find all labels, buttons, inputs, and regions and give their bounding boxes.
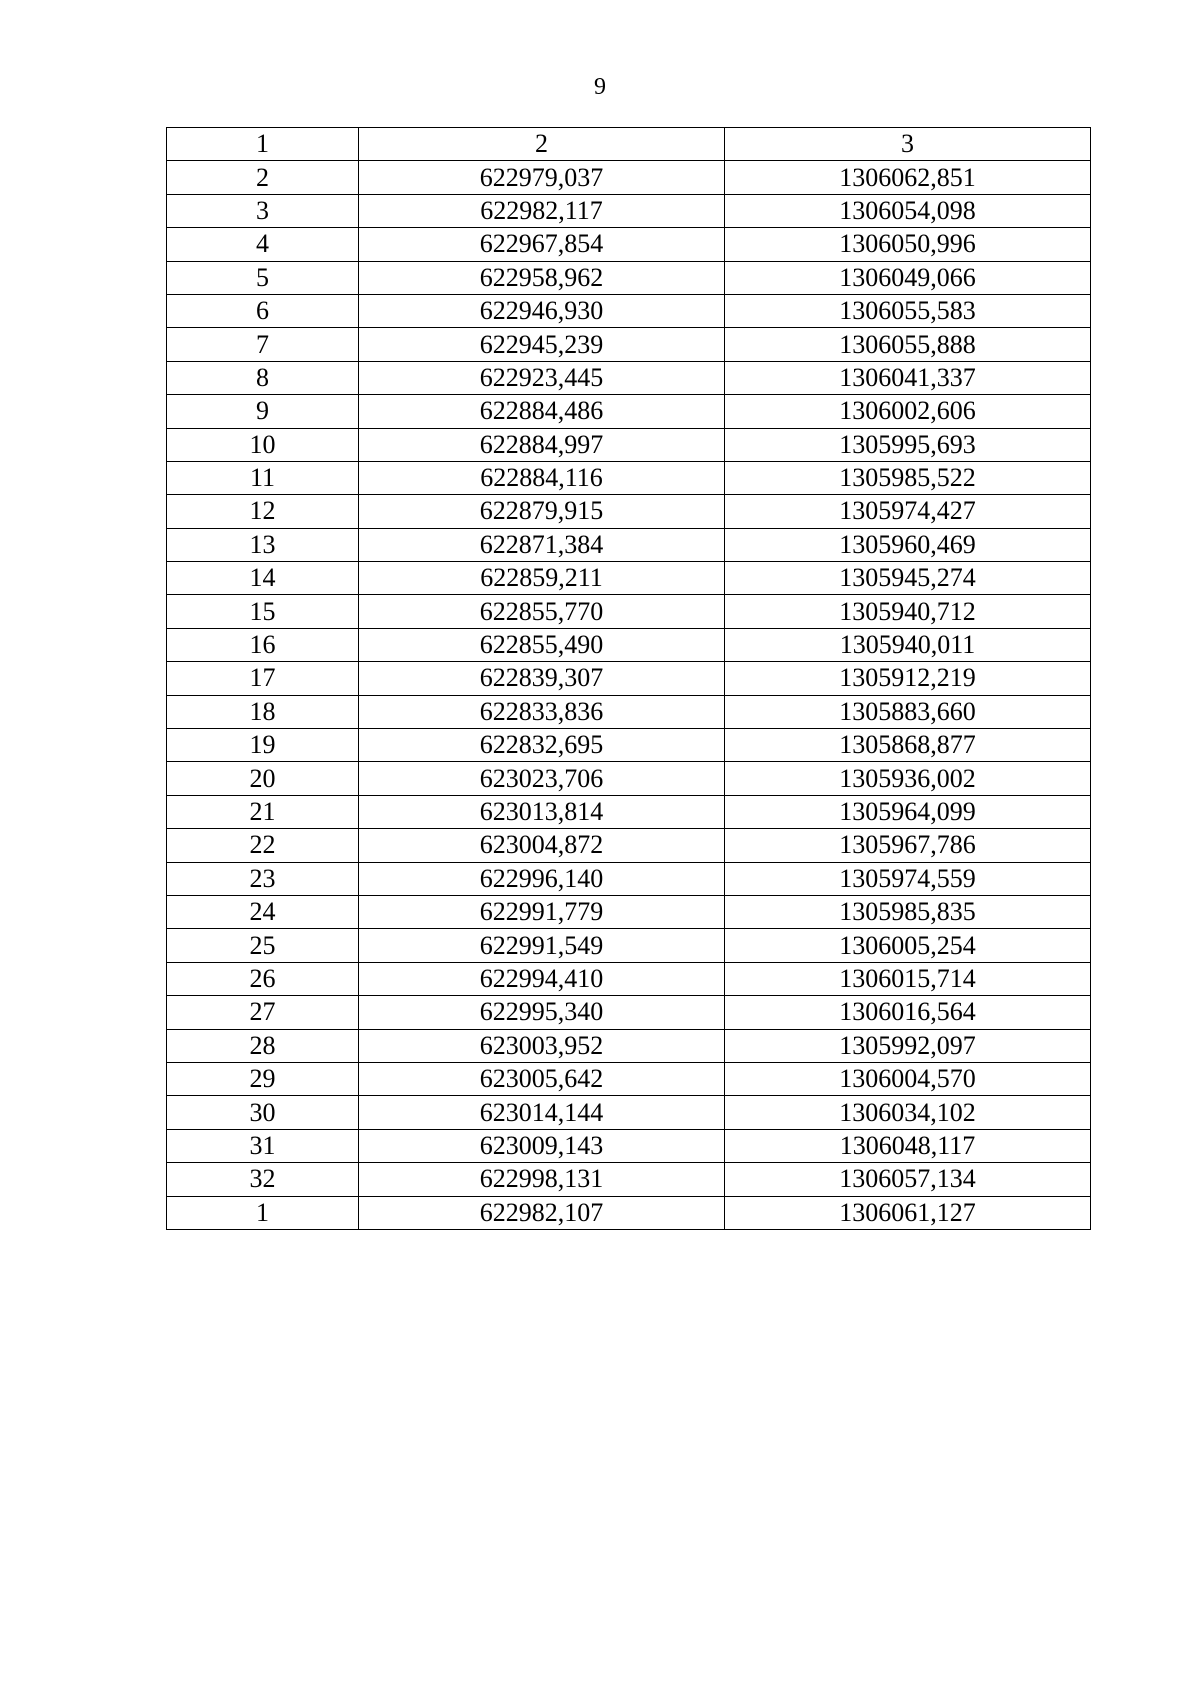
x-coordinate-cell: 623023,706 xyxy=(359,762,725,795)
x-coordinate-cell: 622967,854 xyxy=(359,228,725,261)
y-coordinate-cell: 1306015,714 xyxy=(725,962,1091,995)
point-number-cell: 15 xyxy=(167,595,359,628)
y-coordinate-cell: 1305960,469 xyxy=(725,528,1091,561)
point-number-cell: 24 xyxy=(167,895,359,928)
point-number-cell: 28 xyxy=(167,1029,359,1062)
y-coordinate-cell: 1306041,337 xyxy=(725,361,1091,394)
y-coordinate-cell: 1305940,011 xyxy=(725,628,1091,661)
table-row xyxy=(167,729,1091,762)
x-coordinate-cell: 622884,997 xyxy=(359,428,725,461)
y-coordinate-cell: 1306054,098 xyxy=(725,194,1091,227)
point-number-cell: 10 xyxy=(167,428,359,461)
table-row xyxy=(167,1029,1091,1062)
y-coordinate-cell: 1306034,102 xyxy=(725,1096,1091,1129)
table-row xyxy=(167,962,1091,995)
point-number-cell: 1 xyxy=(167,1196,359,1229)
y-coordinate-cell: 1306062,851 xyxy=(725,161,1091,194)
y-coordinate-cell: 1305967,786 xyxy=(725,829,1091,862)
header-cell-1: 1 xyxy=(167,128,359,161)
x-coordinate-cell: 622958,962 xyxy=(359,261,725,294)
table-row xyxy=(167,428,1091,461)
table-row xyxy=(167,461,1091,494)
y-coordinate-cell: 1306050,996 xyxy=(725,228,1091,261)
point-number-cell: 18 xyxy=(167,695,359,728)
x-coordinate-cell: 622982,107 xyxy=(359,1196,725,1229)
x-coordinate-cell: 622979,037 xyxy=(359,161,725,194)
point-number-cell: 32 xyxy=(167,1163,359,1196)
x-coordinate-cell: 622879,915 xyxy=(359,495,725,528)
table-row xyxy=(167,595,1091,628)
table-row xyxy=(167,862,1091,895)
point-number-cell: 31 xyxy=(167,1129,359,1162)
x-coordinate-cell: 622995,340 xyxy=(359,996,725,1029)
y-coordinate-cell: 1305985,522 xyxy=(725,461,1091,494)
point-number-cell: 25 xyxy=(167,929,359,962)
header-cell-2: 2 xyxy=(359,128,725,161)
x-coordinate-cell: 623004,872 xyxy=(359,829,725,862)
point-number-cell: 27 xyxy=(167,996,359,1029)
y-coordinate-cell: 1305974,427 xyxy=(725,495,1091,528)
x-coordinate-cell: 622991,779 xyxy=(359,895,725,928)
coordinates-table xyxy=(166,127,1091,1230)
header-cell-3: 3 xyxy=(725,128,1091,161)
x-coordinate-cell: 622855,490 xyxy=(359,628,725,661)
x-coordinate-cell: 622982,117 xyxy=(359,194,725,227)
point-number-cell: 4 xyxy=(167,228,359,261)
point-number-cell: 9 xyxy=(167,395,359,428)
table-row xyxy=(167,795,1091,828)
x-coordinate-cell: 622991,549 xyxy=(359,929,725,962)
y-coordinate-cell: 1305868,877 xyxy=(725,729,1091,762)
x-coordinate-cell: 622871,384 xyxy=(359,528,725,561)
table-row xyxy=(167,562,1091,595)
point-number-cell: 7 xyxy=(167,328,359,361)
table-row xyxy=(167,294,1091,327)
x-coordinate-cell: 622996,140 xyxy=(359,862,725,895)
table-row xyxy=(167,628,1091,661)
y-coordinate-cell: 1306004,570 xyxy=(725,1062,1091,1095)
table-row xyxy=(167,395,1091,428)
x-coordinate-cell: 622884,486 xyxy=(359,395,725,428)
point-number-cell: 19 xyxy=(167,729,359,762)
point-number-cell: 8 xyxy=(167,361,359,394)
point-number-cell: 30 xyxy=(167,1096,359,1129)
table-row xyxy=(167,762,1091,795)
x-coordinate-cell: 622998,131 xyxy=(359,1163,725,1196)
x-coordinate-cell: 622855,770 xyxy=(359,595,725,628)
table-row xyxy=(167,261,1091,294)
table-row xyxy=(167,695,1091,728)
point-number-cell: 17 xyxy=(167,662,359,695)
y-coordinate-cell: 1305985,835 xyxy=(725,895,1091,928)
table-row xyxy=(167,662,1091,695)
table-row xyxy=(167,528,1091,561)
point-number-cell: 29 xyxy=(167,1062,359,1095)
y-coordinate-cell: 1305964,099 xyxy=(725,795,1091,828)
x-coordinate-cell: 623013,814 xyxy=(359,795,725,828)
y-coordinate-cell: 1306002,606 xyxy=(725,395,1091,428)
point-number-cell: 21 xyxy=(167,795,359,828)
point-number-cell: 22 xyxy=(167,829,359,862)
y-coordinate-cell: 1305992,097 xyxy=(725,1029,1091,1062)
point-number-cell: 20 xyxy=(167,762,359,795)
page-number: 9 xyxy=(594,74,606,100)
x-coordinate-cell: 622946,930 xyxy=(359,294,725,327)
y-coordinate-cell: 1306049,066 xyxy=(725,261,1091,294)
point-number-cell: 3 xyxy=(167,194,359,227)
table-row xyxy=(167,194,1091,227)
y-coordinate-cell: 1306057,134 xyxy=(725,1163,1091,1196)
y-coordinate-cell: 1306055,583 xyxy=(725,294,1091,327)
x-coordinate-cell: 623005,642 xyxy=(359,1062,725,1095)
x-coordinate-cell: 623014,144 xyxy=(359,1096,725,1129)
y-coordinate-cell: 1305945,274 xyxy=(725,562,1091,595)
x-coordinate-cell: 622833,836 xyxy=(359,695,725,728)
table-row xyxy=(167,829,1091,862)
x-coordinate-cell: 622994,410 xyxy=(359,962,725,995)
table-row xyxy=(167,1163,1091,1196)
table-row xyxy=(167,228,1091,261)
table-row xyxy=(167,929,1091,962)
y-coordinate-cell: 1306005,254 xyxy=(725,929,1091,962)
coordinates-table-body xyxy=(167,128,1091,1230)
point-number-cell: 23 xyxy=(167,862,359,895)
x-coordinate-cell: 622923,445 xyxy=(359,361,725,394)
y-coordinate-cell: 1305940,712 xyxy=(725,595,1091,628)
point-number-cell: 26 xyxy=(167,962,359,995)
x-coordinate-cell: 622884,116 xyxy=(359,461,725,494)
point-number-cell: 6 xyxy=(167,294,359,327)
point-number-cell: 13 xyxy=(167,528,359,561)
x-coordinate-cell: 623003,952 xyxy=(359,1029,725,1062)
table-row xyxy=(167,1196,1091,1229)
x-coordinate-cell: 622945,239 xyxy=(359,328,725,361)
table-row xyxy=(167,161,1091,194)
y-coordinate-cell: 1305936,002 xyxy=(725,762,1091,795)
table-row xyxy=(167,361,1091,394)
table-row xyxy=(167,1129,1091,1162)
table-row xyxy=(167,1062,1091,1095)
y-coordinate-cell: 1305995,693 xyxy=(725,428,1091,461)
x-coordinate-cell: 623009,143 xyxy=(359,1129,725,1162)
table-row xyxy=(167,328,1091,361)
point-number-cell: 14 xyxy=(167,562,359,595)
y-coordinate-cell: 1306048,117 xyxy=(725,1129,1091,1162)
point-number-cell: 5 xyxy=(167,261,359,294)
x-coordinate-cell: 622839,307 xyxy=(359,662,725,695)
point-number-cell: 12 xyxy=(167,495,359,528)
table-header-row xyxy=(167,128,1091,161)
point-number-cell: 2 xyxy=(167,161,359,194)
y-coordinate-cell: 1306061,127 xyxy=(725,1196,1091,1229)
table-row xyxy=(167,1096,1091,1129)
point-number-cell: 11 xyxy=(167,461,359,494)
y-coordinate-cell: 1306055,888 xyxy=(725,328,1091,361)
y-coordinate-cell: 1306016,564 xyxy=(725,996,1091,1029)
table-row xyxy=(167,495,1091,528)
table-row xyxy=(167,895,1091,928)
y-coordinate-cell: 1305974,559 xyxy=(725,862,1091,895)
point-number-cell: 16 xyxy=(167,628,359,661)
y-coordinate-cell: 1305912,219 xyxy=(725,662,1091,695)
y-coordinate-cell: 1305883,660 xyxy=(725,695,1091,728)
x-coordinate-cell: 622859,211 xyxy=(359,562,725,595)
table-row xyxy=(167,996,1091,1029)
x-coordinate-cell: 622832,695 xyxy=(359,729,725,762)
